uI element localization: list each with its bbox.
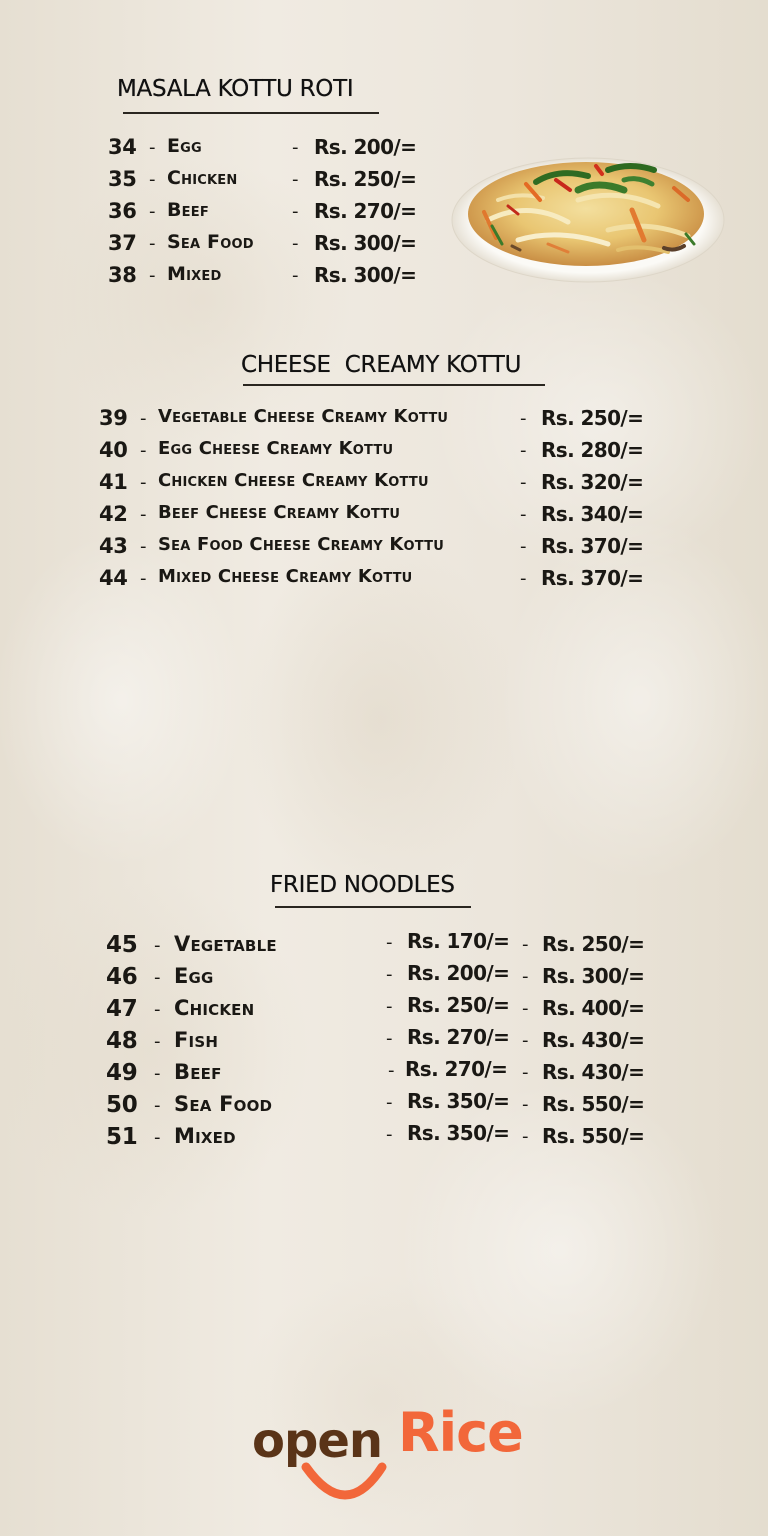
- item-price-small: Rs. 270/=: [407, 1025, 510, 1049]
- separator: -: [154, 967, 161, 988]
- separator: -: [154, 1095, 161, 1116]
- separator: -: [522, 1030, 529, 1051]
- item-price-large: Rs. 550/=: [542, 1124, 645, 1148]
- openrice-logo: [250, 1395, 540, 1510]
- separator: -: [154, 1031, 161, 1052]
- separator: -: [149, 169, 156, 190]
- item-price-large: Rs. 550/=: [542, 1092, 645, 1116]
- separator: -: [386, 1124, 393, 1145]
- item-number: 48: [106, 1028, 138, 1054]
- separator: -: [292, 169, 299, 190]
- separator: -: [388, 1060, 395, 1081]
- logo-text-open: open: [252, 1413, 383, 1469]
- item-price: Rs. 300/=: [314, 263, 417, 287]
- item-price: Rs. 370/=: [541, 534, 644, 558]
- item-number: 50: [106, 1092, 138, 1118]
- item-price-large: Rs. 250/=: [542, 932, 645, 956]
- item-price: Rs. 250/=: [314, 167, 417, 191]
- separator: -: [520, 536, 527, 557]
- item-price-small: Rs. 200/=: [407, 961, 510, 985]
- item-name: Sea Food: [167, 231, 254, 253]
- separator: -: [386, 996, 393, 1017]
- separator: -: [154, 935, 161, 956]
- item-price: Rs. 340/=: [541, 502, 644, 526]
- item-name: Beef: [167, 199, 209, 221]
- item-price: Rs. 270/=: [314, 199, 417, 223]
- item-price-small: Rs. 350/=: [407, 1121, 510, 1145]
- item-price-large: Rs. 300/=: [542, 964, 645, 988]
- separator: -: [292, 201, 299, 222]
- separator: -: [140, 440, 147, 461]
- title-underline: [275, 906, 471, 908]
- item-price: Rs. 370/=: [541, 566, 644, 590]
- item-name: Vegetable Cheese Creamy Kottu: [158, 406, 449, 427]
- separator: -: [149, 233, 156, 254]
- item-price: Rs. 200/=: [314, 135, 417, 159]
- separator: -: [292, 137, 299, 158]
- item-name: Mixed: [174, 1124, 236, 1148]
- item-name: Beef: [174, 1060, 222, 1084]
- title-underline: [243, 384, 545, 386]
- item-name: Egg Cheese Creamy Kottu: [158, 438, 394, 459]
- section-title-cheese-creamy-kottu: CHEESE CREAMY KOTTU: [241, 352, 522, 378]
- item-number: 42: [99, 502, 128, 526]
- section-title-fried-noodles: FRIED NOODLES: [270, 872, 455, 898]
- item-name: Sea Food Cheese Creamy Kottu: [158, 534, 444, 555]
- item-price: Rs. 320/=: [541, 470, 644, 494]
- separator: -: [386, 932, 393, 953]
- item-number: 47: [106, 996, 138, 1022]
- item-number: 37: [108, 231, 137, 255]
- separator: -: [140, 472, 147, 493]
- item-price-small: Rs. 350/=: [407, 1089, 510, 1113]
- item-price-small: Rs. 170/=: [407, 929, 510, 953]
- item-name: Mixed: [167, 263, 222, 285]
- item-number: 43: [99, 534, 128, 558]
- separator: -: [386, 1028, 393, 1049]
- item-name: Beef Cheese Creamy Kottu: [158, 502, 401, 523]
- item-number: 45: [106, 932, 138, 958]
- separator: -: [522, 1094, 529, 1115]
- item-price: Rs. 280/=: [541, 438, 644, 462]
- item-price-small: Rs. 250/=: [407, 993, 510, 1017]
- item-price: Rs. 300/=: [314, 231, 417, 255]
- separator: -: [149, 137, 156, 158]
- separator: -: [520, 472, 527, 493]
- separator: -: [140, 568, 147, 589]
- item-name: Egg: [174, 964, 214, 988]
- separator: -: [522, 966, 529, 987]
- separator: -: [140, 408, 147, 429]
- item-number: 38: [108, 263, 137, 287]
- item-number: 46: [106, 964, 138, 990]
- separator: -: [386, 1092, 393, 1113]
- item-price-large: Rs. 430/=: [542, 1060, 645, 1084]
- separator: -: [140, 536, 147, 557]
- item-number: 41: [99, 470, 128, 494]
- item-number: 51: [106, 1124, 138, 1150]
- item-number: 44: [99, 566, 128, 590]
- separator: -: [154, 999, 161, 1020]
- separator: -: [154, 1063, 161, 1084]
- smile-icon: [306, 1467, 382, 1495]
- item-price-large: Rs. 400/=: [542, 996, 645, 1020]
- separator: -: [292, 233, 299, 254]
- item-number: 35: [108, 167, 137, 191]
- separator: -: [154, 1127, 161, 1148]
- item-number: 34: [108, 135, 137, 159]
- separator: -: [520, 504, 527, 525]
- masala-kottu-dish-photo: [448, 140, 728, 290]
- separator: -: [149, 201, 156, 222]
- item-price: Rs. 250/=: [541, 406, 644, 430]
- separator: -: [520, 440, 527, 461]
- item-price-large: Rs. 430/=: [542, 1028, 645, 1052]
- separator: -: [140, 504, 147, 525]
- item-number: 49: [106, 1060, 138, 1086]
- separator: -: [522, 1126, 529, 1147]
- item-number: 39: [99, 406, 128, 430]
- item-price-small: Rs. 270/=: [405, 1057, 508, 1081]
- item-name: Vegetable: [174, 932, 277, 956]
- item-number: 40: [99, 438, 128, 462]
- separator: -: [520, 408, 527, 429]
- separator: -: [386, 964, 393, 985]
- item-name: Chicken: [167, 167, 238, 189]
- section-title-masala-kottu-roti: MASALA KOTTU ROTI: [117, 76, 354, 102]
- item-name: Mixed Cheese Creamy Kottu: [158, 566, 413, 587]
- separator: -: [522, 1062, 529, 1083]
- separator: -: [520, 568, 527, 589]
- item-name: Chicken Cheese Creamy Kottu: [158, 470, 429, 491]
- logo-text-rice: Rice: [398, 1401, 523, 1464]
- item-name: Fish: [174, 1028, 219, 1052]
- item-name: Chicken: [174, 996, 255, 1020]
- item-number: 36: [108, 199, 137, 223]
- separator: -: [292, 265, 299, 286]
- title-underline: [123, 112, 379, 114]
- separator: -: [149, 265, 156, 286]
- item-name: Sea Food: [174, 1092, 273, 1116]
- item-name: Egg: [167, 135, 202, 157]
- separator: -: [522, 998, 529, 1019]
- separator: -: [522, 934, 529, 955]
